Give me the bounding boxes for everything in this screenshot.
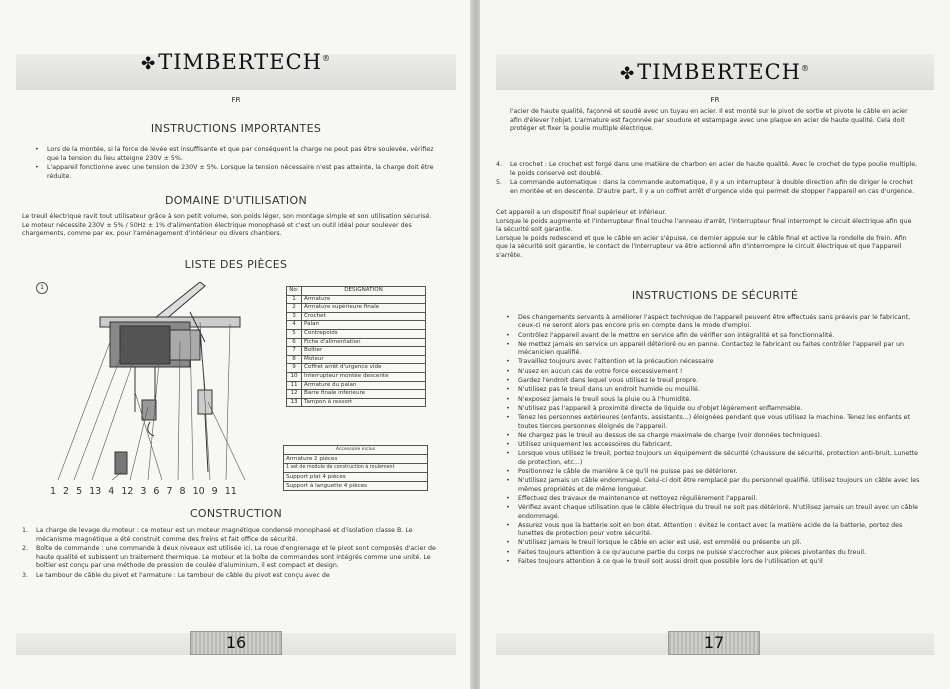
callout-number: 8	[179, 486, 186, 497]
parts-header-row: No: DÉSIGNATION	[287, 287, 426, 296]
tree-icon: ✤	[141, 54, 157, 74]
accessories-table	[283, 445, 428, 491]
callout-number: 13	[89, 486, 102, 497]
callout-number: 2	[63, 486, 70, 497]
page-number: 16	[190, 631, 282, 655]
list-item: • Travaillez toujours avec l'attention et la précaution nécessaire	[504, 358, 924, 366]
list-item: • N'utilisez pas l'appareil à proximité directe de liquide ou d'objet légèrement enflammable.	[504, 405, 924, 413]
list-item: • Utilisez uniquement les accessoires du fabricant.	[504, 441, 924, 449]
page-number: 17	[668, 631, 760, 655]
list-item: • Tenez les personnes extérieures (enfants, assistants...) éloignées pendant que vous utilisez la machine. Tenez les enfants et toutes tierces personnes éloignés de l'appareil.	[504, 414, 924, 431]
table-row: 1 Armature	[287, 295, 426, 304]
table-row: Support plat 4 pièces	[284, 473, 428, 482]
parts-table	[286, 286, 426, 407]
table-row: 3 Crochet	[287, 312, 426, 321]
domain-text: Le treuil électrique ravit tout utilisateur grâce à son petit volume, son poids léger, son montage simple et son utilisation sécurisé. Le moteur nécessite 230V ± 5% / 50Hz ± 1% d'alimentation électrique monophasé et c'est un outil idéal pour soulever des chargements, comme par ex. pour l'aménagement d'intérieur ou divers chantiers.	[22, 213, 432, 238]
table-row: 6 Fiche d'alimentation	[287, 338, 426, 347]
list-item: • Contrôlez l'appareil avant de le mettre en service afin de vérifier son intégralité et sa fonctionnalité.	[504, 332, 924, 340]
list-item: • L'appareil fonctionne avec une tension de 230V ± 5%. Lorsque la tension nécessaire n'est pas atteinte, la charge doit être réduite.	[33, 164, 438, 181]
list-item: • Positionnez le câble de manière à ce qu'il ne puisse pas se détériorer.	[504, 468, 924, 476]
list-item: • Des changements servants à améliorer l'aspect technique de l'appareil peuvent être effectués sans préavis par le fabricant, ceux-ci ne seront alors pas encore pris en compte dans le mode d'emploi.	[504, 314, 924, 331]
table-row: 7 Boîtier	[287, 347, 426, 356]
construction-list-continued	[496, 161, 918, 197]
accessories-header: Accessoire inclus	[284, 446, 428, 455]
table-row: 12 Barre finale inférieure	[287, 390, 426, 399]
important-list	[33, 146, 438, 182]
table-row: Armature 2 pièces	[284, 455, 428, 464]
right-page	[480, 0, 950, 689]
table-row: 1 set de module de construction à roulement	[284, 464, 428, 473]
list-item: • Faites toujours attention à ce que le treuil soit aussi droit que possible lors de l'utilisation et qu'il	[504, 558, 924, 566]
list-item: • Lorsque vous utilisez le treuil, portez toujours un équipement de sécurité (chaussure de sécurité, protection anti-bruit, Lunette de protection, etc...)	[504, 450, 924, 467]
list-item: • Ne mettez jamais en service un appareil détérioré ou en panne. Contactez le fabricant ou faites contrôler l'appareil par un mécanicien qualifié.	[504, 341, 924, 358]
brand-logo: ✤TIMBERTECH®	[141, 50, 331, 74]
list-item: • Vérifiez avant chaque utilisation que le câble électrique du treuil ne soit pas détérioré. N'utilisez jamais un treuil avec un câble endommagé.	[504, 504, 924, 521]
table-row: 10 Interrupteur montée descente	[287, 372, 426, 381]
heading-domain: DOMAINE D'UTILISATION	[165, 194, 307, 207]
table-row: 2 Armature supérieure finale	[287, 304, 426, 313]
list-item: • N'utilisez jamais un câble endommagé. Celui-ci doit être remplacé par du personnel qualifié. Utilisez toujours un câble avec les mêmes propriétés et de même longueur.	[504, 477, 924, 494]
callout-number: 7	[166, 486, 173, 497]
callout-number: 11	[224, 486, 237, 497]
table-row: 8 Moteur	[287, 355, 426, 364]
hoist-illustration	[40, 282, 280, 487]
figure-number: 1	[36, 282, 48, 294]
callout-number: 1	[50, 486, 57, 497]
callout-number: 4	[108, 486, 115, 497]
callout-numbers	[50, 486, 244, 497]
language-label: FR	[710, 96, 720, 104]
list-item: • Gardez l'endroit dans lequel vous utilisez le treuil propre.	[504, 377, 924, 385]
callout-number: 6	[153, 486, 160, 497]
table-row: 5 Contrepoids	[287, 329, 426, 338]
table-row: Support à languette 4 pièces	[284, 482, 428, 491]
tree-icon: ✤	[620, 64, 636, 84]
language-label: FR	[231, 96, 241, 104]
list-item: • Assurez vous que la batterie soit en bon état. Attention : évitez le contact avec la matière acide de la batterie, portez des lunettes de protection pour votre sécurité.	[504, 522, 924, 539]
list-item: • N'utilisez pas le treuil dans un endroit humide ou mouillé.	[504, 386, 924, 394]
heading-parts: LISTE DES PIÈCES	[184, 258, 288, 271]
construction-list	[22, 527, 440, 582]
heading-important: INSTRUCTIONS IMPORTANTES	[150, 122, 322, 135]
list-item: • Effectuez des travaux de maintenance et nettoyez régulièrement l'appareil.	[504, 495, 924, 503]
list-item: 5. La commande automatique : dans la commande automatique, il y a un interrupteur à double direction afin de diriger le crochet en montée et en descente. D'autre part, il y a un coffret arrêt d'urgence vide qui permet de stopper l'appareil en cas d'urgence.	[496, 179, 915, 195]
list-item: 1. La charge de levage du moteur : ce moteur est un moteur magnétique condensé monophasé et d'isolation classe B. Le mécanisme magnétique a été construit comme des freins et fait office de sécurité.	[22, 527, 413, 543]
callout-number: 5	[76, 486, 83, 497]
heading-construction: CONSTRUCTION	[189, 507, 283, 520]
heading-safety: INSTRUCTIONS DE SÉCURITÉ	[631, 289, 799, 302]
callout-number: 3	[140, 486, 147, 497]
table-row: 11 Armature du palan	[287, 381, 426, 390]
table-row: 9 Coffret arrêt d'urgence vide	[287, 364, 426, 373]
brand-logo: ✤TIMBERTECH®	[620, 60, 810, 84]
list-item: • N'usez en aucun cas de votre force excessivement !	[504, 368, 924, 376]
continued-text: l'acier de haute qualité, façonné et soudé avec un tuyau en acier. Il est monté sur le pivot de sortie et pivote le câble en acier afin d'élever l'objet. L'armature est façonnée par soudure et estampage avec une plaque en acier de haute qualité. Cela doit protéger et fixer la poulie multiple électrique.	[510, 108, 908, 133]
list-item: • Faites toujours attention à ce qu'aucune partie du corps ne puisse s'accrocher aux pièces pivotantes du treuil.	[504, 549, 924, 557]
list-item: • Lors de la montée, si la force de levée est insuffisante et que par conséquent la charge ne peut pas être soulevée, vérifiez que la tension du lieu atteigne 230V ± 5%.	[33, 146, 438, 163]
callout-number: 9	[211, 486, 218, 497]
list-item: 4. Le crochet : Le crochet est forgé dans une matière de charbon en acier de haute qualité. Avec le crochet de type poulie multiple, le poids conservé est doublé.	[496, 161, 918, 177]
list-item: • N'utilisez jamais le treuil lorsque le câble en acier est usé, est emmêlé ou présente un pli.	[504, 539, 924, 547]
safety-list	[504, 314, 924, 567]
list-item: 2. Boîte de commande : une commande à deux niveaux est utilisée ici. La roue d'engrenage et le pivot sont composés d'acier de haute qualité et subissent un traitement thermique. Le moteur et la boîte de commandes sont intégrés comme une unité. Le boîtier est conçu par une méthode de pression de coulée d'aluminium, il est compact et design.	[22, 545, 436, 570]
callout-number: 12	[121, 486, 134, 497]
list-item: 3. Le tambour de câble du pivot et l'armature : Le tambour de câble du pivot est conçu avec de	[22, 571, 330, 579]
table-row: 13 Tampon à ressort	[287, 398, 426, 407]
list-item: • N'exposez jamais le treuil sous la pluie ou à l'humidité.	[504, 396, 924, 404]
list-item: • Ne chargez pas le treuil au dessus de sa charge maximale de charge (voir données techniques).	[504, 432, 924, 440]
left-page	[0, 0, 472, 689]
callout-number: 10	[192, 486, 205, 497]
limit-switch-text: Cet appareil a un dispositif final supérieur et inférieur. Lorsque le poids augmente et l'interrupteur final touche l'anneau d'arrêt, l'interrupteur final interrompt le circuit électrique afin que la sécurité soit garantie. Lorsque le poids redescend et que le câble en acier s'épuise, ce dernier appuie sur le câble final et active la rondelle de frein. Afin que la sécurité soit garantie, le contact de l'interrupteur va être actionné afin d'interrompre le circuit électrique et que l'appareil s'arrête.	[496, 209, 912, 259]
table-row: 4 Palan	[287, 321, 426, 330]
